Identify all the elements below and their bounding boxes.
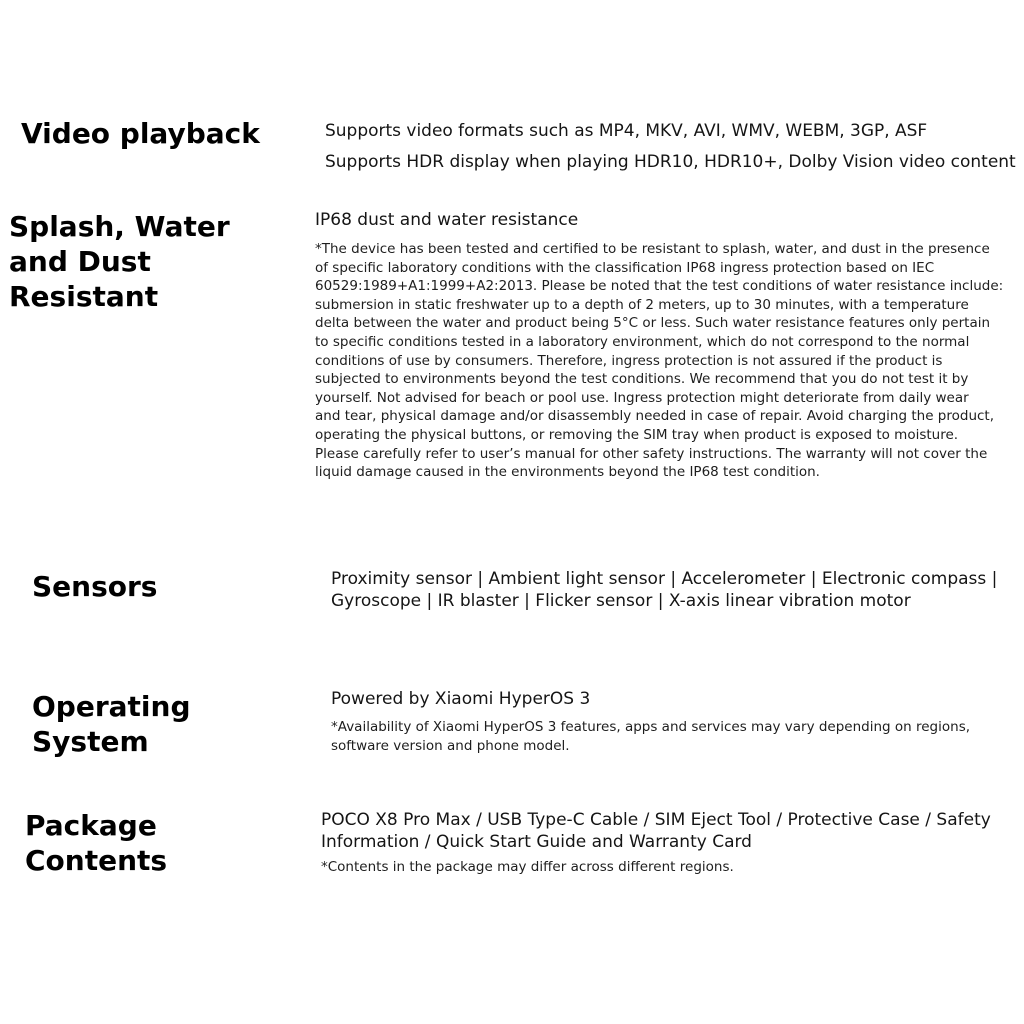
water-resistance-heading xyxy=(9,209,230,314)
disclaimer-line: operating the physical buttons, or removing the SIM tray when product is exposed to moisture. xyxy=(315,426,959,443)
disclaimer-line: to specific conditions tested in a laboratory environment, which do not correspond to the normal xyxy=(315,333,970,350)
operating-system-heading-line-1: Operating xyxy=(32,690,191,723)
disclaimer-line: Please carefully refer to user’s manual for other safety instructions. The warranty will not cover the xyxy=(315,445,988,462)
operating-system-heading-line-2: System xyxy=(32,725,149,758)
water-resistance-heading-line-1: Splash, Water xyxy=(9,210,230,243)
video-formats-text: Supports video formats such as MP4, MKV, AVI, WMV, WEBM, 3GP, ASF xyxy=(325,121,928,141)
package-contents-heading-line-2: Contents xyxy=(25,844,168,877)
os-disclaimer-line: *Availability of Xiaomi HyperOS 3 features, apps and services may vary depending on regions, xyxy=(331,719,971,735)
video-playback-details xyxy=(325,116,1016,178)
water-resistance-disclaimer xyxy=(315,240,1003,482)
ip68-rating-text: IP68 dust and water resistance xyxy=(315,210,579,230)
disclaimer-line: and tear, physical damage and/or disassembly needed in case of repair. Avoid charging the product, xyxy=(315,408,995,425)
sensors-line: Proximity sensor | Ambient light sensor | Accelerometer | Electronic compass | xyxy=(331,569,998,589)
os-disclaimer-line: software version and phone model. xyxy=(331,737,570,754)
disclaimer-line: 60529:1989+A1:1999+A2:2013. Please be noted that the test conditions of water resistance include: xyxy=(315,278,1004,295)
os-disclaimer xyxy=(331,718,970,755)
disclaimer-line: conditions of use by consumers. Therefore, ingress protection is not assured if the product is xyxy=(315,352,943,369)
video-hdr-text: Supports HDR display when playing HDR10, HDR10+, Dolby Vision video content xyxy=(325,152,1016,172)
package-contents-list xyxy=(321,809,991,853)
water-resistance-heading-line-3: Resistant xyxy=(9,280,159,313)
disclaimer-line: liquid damage caused in the environments beyond the IP68 test condition. xyxy=(315,464,820,481)
package-contents-line: Information / Quick Start Guide and Warranty Card xyxy=(321,832,752,852)
package-contents-disclaimer: *Contents in the package may differ across different regions. xyxy=(321,859,734,875)
package-contents-heading xyxy=(25,808,167,878)
video-playback-heading: Video playback xyxy=(21,117,260,150)
os-name-text: Powered by Xiaomi HyperOS 3 xyxy=(331,689,591,709)
package-contents-heading-line-1: Package xyxy=(25,809,157,842)
disclaimer-line: yourself. Not advised for beach or pool use. Ingress protection might deteriorate from daily wear xyxy=(315,389,969,406)
package-contents-line: POCO X8 Pro Max / USB Type-C Cable / SIM Eject Tool / Protective Case / Safety xyxy=(321,810,991,830)
disclaimer-line: delta between the water and product being 5°C or less. Such water resistance features only pertain xyxy=(315,315,991,332)
disclaimer-line: submersion in static freshwater up to a depth of 2 meters, up to 30 minutes, with a temperature xyxy=(315,296,969,313)
sensors-line: Gyroscope | IR blaster | Flicker sensor | X-axis linear vibration motor xyxy=(331,591,911,611)
operating-system-heading xyxy=(32,689,191,759)
sensors-list xyxy=(331,568,997,612)
disclaimer-line: *The device has been tested and certified to be resistant to splash, water, and dust in the presence xyxy=(315,241,990,257)
disclaimer-line: subjected to environments beyond the test conditions. We recommend that you do not test it by xyxy=(315,371,969,388)
disclaimer-line: of specific laboratory conditions with the classification IP68 ingress protection based on IEC xyxy=(315,259,935,276)
sensors-heading: Sensors xyxy=(32,570,158,603)
water-resistance-heading-line-2: and Dust xyxy=(9,245,151,278)
